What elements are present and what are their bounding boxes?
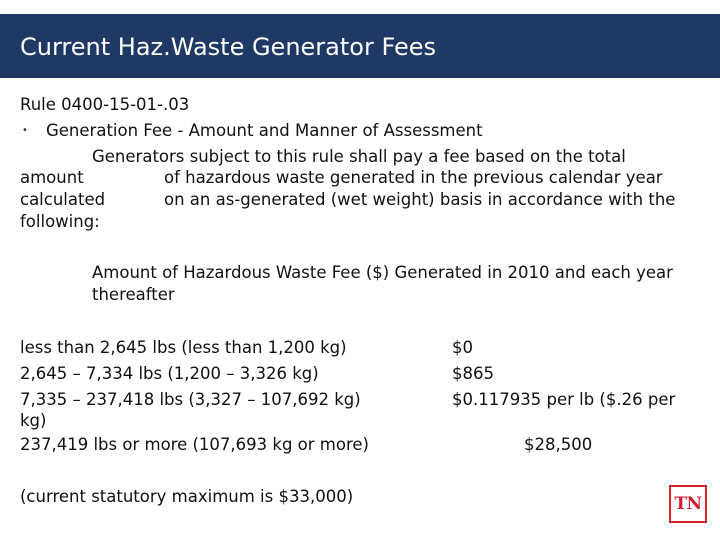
fee-row-3-amount: 7,335 – 237,418 lbs (3,327 – 107,692 kg): [20, 390, 361, 409]
fee-row-3-fee: $0.117935 per lb ($.26 per: [452, 390, 676, 409]
table-header-line-2: thereafter: [92, 285, 175, 304]
paragraph-line-3-start: calculated: [20, 190, 106, 209]
paragraph-line-2-end: of hazardous waste generated in the previous calendar year: [164, 168, 663, 187]
rule-number: Rule 0400-15-01-.03: [20, 95, 190, 114]
fee-row-4-amount: 237,419 lbs or more (107,693 kg or more): [20, 435, 369, 454]
bullet-icon: •: [22, 125, 28, 136]
paragraph-line-3-end: on an as-generated (wet weight) basis in accordance with the: [164, 190, 676, 209]
fee-row-3-amount-wrap: kg): [20, 411, 47, 430]
fee-row-4-fee: $28,500: [524, 435, 593, 454]
fee-row-1-amount: less than 2,645 lbs (less than 1,200 kg): [20, 338, 347, 357]
statutory-maximum-note: (current statutory maximum is $33,000): [20, 487, 354, 506]
paragraph-line-2-start: amount: [20, 168, 84, 187]
paragraph-line-4: following:: [20, 212, 100, 231]
bullet-text: Generation Fee - Amount and Manner of Assessment: [46, 121, 483, 140]
tn-logo-text: TN: [674, 494, 702, 514]
tn-logo: [669, 485, 707, 523]
fee-row-2-fee: $865: [452, 364, 494, 383]
table-header-line-1: Amount of Hazardous Waste Fee ($) Generated in 2010 and each year: [92, 263, 673, 282]
slide-title: Current Haz.Waste Generator Fees: [20, 33, 436, 61]
fee-row-1-fee: $0: [452, 338, 473, 357]
fee-row-2-amount: 2,645 – 7,334 lbs (1,200 – 3,326 kg): [20, 364, 319, 383]
paragraph-line-1: Generators subject to this rule shall pay a fee based on the total: [92, 147, 626, 166]
